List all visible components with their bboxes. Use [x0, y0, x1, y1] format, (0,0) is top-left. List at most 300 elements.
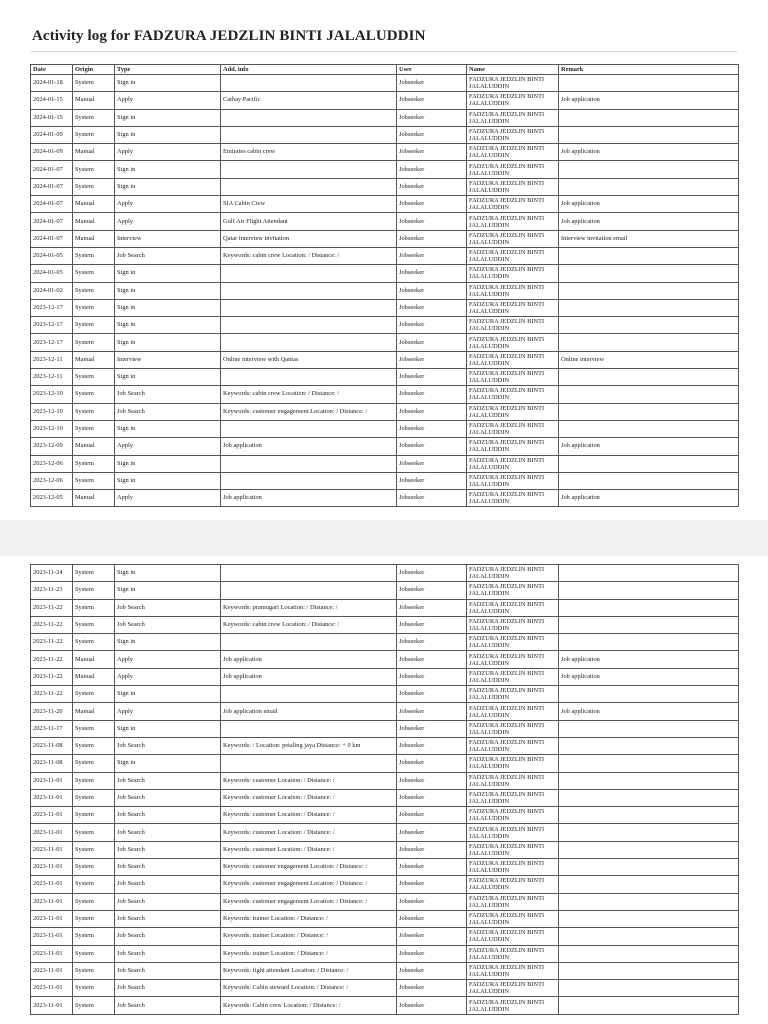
name-line-1: FADZURA JEDZLIN BINTI [469, 404, 545, 412]
cell-remark [559, 928, 739, 945]
cell-date: 2024-01-09 [31, 144, 73, 161]
name-line-1: FADZURA JEDZLIN BINTI [469, 145, 545, 153]
cell-origin: System [73, 334, 115, 351]
cell-remark [559, 582, 739, 599]
cell-type: Sign in [115, 369, 221, 386]
cell-date: 2023-11-24 [31, 565, 73, 582]
name-line-2: JALALUDDIN [469, 256, 510, 264]
cell-name [467, 755, 559, 772]
name-line-2: JALALUDDIN [469, 953, 510, 961]
cell-origin: Manual [73, 651, 115, 668]
cell-user: Jobseeker [397, 126, 467, 143]
cell-origin: System [73, 317, 115, 334]
cell-remark [559, 720, 739, 737]
cell-name [467, 386, 559, 403]
cell-name [467, 455, 559, 472]
name-line-2: JALALUDDIN [469, 377, 510, 385]
name-line-2: JALALUDDIN [469, 780, 510, 788]
name-line-2: JALALUDDIN [469, 359, 510, 367]
cell-type: Job Search [115, 928, 221, 945]
cell-add-info: Keywords: customer engagement Location: / Distance: / [221, 859, 397, 876]
table-row [31, 997, 739, 1014]
cell-add-info: Cathay Pacific [221, 92, 397, 109]
name-line-1: FADZURA JEDZLIN BINTI [469, 877, 545, 885]
table-row [31, 962, 739, 979]
cell-user: Jobseeker [397, 455, 467, 472]
cell-date: 2024-01-07 [31, 213, 73, 230]
cell-date: 2023-11-01 [31, 859, 73, 876]
cell-add-info [221, 109, 397, 126]
cell-remark [559, 945, 739, 962]
cell-remark [559, 472, 739, 489]
cell-add-info: Emirates cabin crew [221, 144, 397, 161]
cell-remark [559, 616, 739, 633]
cell-user: Jobseeker [397, 386, 467, 403]
name-line-2: JALALUDDIN [469, 342, 510, 350]
cell-type: Job Search [115, 962, 221, 979]
table-row [31, 247, 739, 264]
cell-origin: System [73, 980, 115, 997]
cell-name [467, 841, 559, 858]
cell-origin: System [73, 772, 115, 789]
cell-origin: Manual [73, 144, 115, 161]
cell-add-info: Keywords: customer Location: / Distance: / [221, 807, 397, 824]
cell-name [467, 438, 559, 455]
cell-type: Apply [115, 144, 221, 161]
table-row [31, 230, 739, 247]
cell-date: 2024-01-02 [31, 282, 73, 299]
cell-user: Jobseeker [397, 668, 467, 685]
table-row [31, 299, 739, 316]
cell-user: Jobseeker [397, 420, 467, 437]
name-line-1: FADZURA JEDZLIN BINTI [469, 128, 545, 136]
cell-add-info [221, 161, 397, 178]
cell-add-info [221, 282, 397, 299]
cell-type: Job Search [115, 824, 221, 841]
table-row [31, 455, 739, 472]
cell-user: Jobseeker [397, 109, 467, 126]
name-line-1: FADZURA JEDZLIN BINTI [469, 566, 545, 574]
table-row [31, 334, 739, 351]
cell-remark [559, 369, 739, 386]
cell-remark [559, 386, 739, 403]
cell-origin: System [73, 876, 115, 893]
cell-user: Jobseeker [397, 351, 467, 368]
cell-user: Jobseeker [397, 599, 467, 616]
cell-origin: System [73, 755, 115, 772]
cell-date: 2023-11-01 [31, 772, 73, 789]
cell-type: Sign in [115, 720, 221, 737]
name-line-2: JALALUDDIN [469, 446, 510, 454]
cell-remark [559, 997, 739, 1014]
name-line-2: JALALUDDIN [469, 659, 510, 667]
cell-date: 2023-12-17 [31, 317, 73, 334]
cell-user: Jobseeker [397, 299, 467, 316]
cell-add-info [221, 334, 397, 351]
cell-remark [559, 455, 739, 472]
document-title: Activity log for FADZURA JEDZLIN BINTI JALALUDDIN [32, 28, 426, 44]
name-line-2: JALALUDDIN [469, 325, 510, 333]
cell-date: 2023-12-06 [31, 472, 73, 489]
cell-date: 2023-11-17 [31, 720, 73, 737]
name-line-2: JALALUDDIN [469, 429, 510, 437]
cell-date: 2023-12-11 [31, 351, 73, 368]
name-line-1: FADZURA JEDZLIN BINTI [469, 860, 545, 868]
cell-user: Jobseeker [397, 789, 467, 806]
cell-origin: System [73, 126, 115, 143]
name-line-1: FADZURA JEDZLIN BINTI [469, 439, 545, 447]
cell-remark: Job application [559, 703, 739, 720]
name-line-1: FADZURA JEDZLIN BINTI [469, 739, 545, 747]
name-line-2: JALALUDDIN [469, 135, 510, 143]
table-row [31, 928, 739, 945]
name-line-1: FADZURA JEDZLIN BINTI [469, 842, 545, 850]
cell-remark [559, 247, 739, 264]
cell-name [467, 962, 559, 979]
cell-date: 2023-12-05 [31, 490, 73, 507]
column-header-add-info: Add. info [221, 65, 397, 75]
cell-origin: System [73, 616, 115, 633]
name-line-1: FADZURA JEDZLIN BINTI [469, 318, 545, 326]
name-line-1: FADZURA JEDZLIN BINTI [469, 110, 545, 118]
table-row [31, 565, 739, 582]
cell-add-info: Keywords: cabin crew Location: / Distance: / [221, 247, 397, 264]
cell-remark [559, 755, 739, 772]
cell-name [467, 92, 559, 109]
cell-date: 2023-11-01 [31, 841, 73, 858]
cell-remark: Job application [559, 144, 739, 161]
cell-add-info: Job application [221, 651, 397, 668]
cell-user: Jobseeker [397, 438, 467, 455]
cell-date: 2024-01-07 [31, 178, 73, 195]
table-row [31, 945, 739, 962]
cell-name [467, 490, 559, 507]
name-line-1: FADZURA JEDZLIN BINTI [469, 214, 545, 222]
cell-origin: Manual [73, 351, 115, 368]
name-line-2: JALALUDDIN [469, 186, 510, 194]
name-line-2: JALALUDDIN [469, 694, 510, 702]
cell-name [467, 75, 559, 92]
cell-type: Job Search [115, 910, 221, 927]
cell-add-info [221, 178, 397, 195]
cell-user: Jobseeker [397, 703, 467, 720]
cell-name [467, 893, 559, 910]
cell-remark [559, 317, 739, 334]
cell-origin: System [73, 945, 115, 962]
cell-name [467, 369, 559, 386]
cell-date: 2023-11-01 [31, 962, 73, 979]
cell-origin: System [73, 686, 115, 703]
table-row [31, 807, 739, 824]
cell-type: Sign in [115, 334, 221, 351]
cell-origin: Manual [73, 230, 115, 247]
cell-user: Jobseeker [397, 161, 467, 178]
name-line-1: FADZURA JEDZLIN BINTI [469, 946, 545, 954]
cell-date: 2023-11-01 [31, 807, 73, 824]
cell-name [467, 247, 559, 264]
column-header-remark: Remark [559, 65, 739, 75]
cell-user: Jobseeker [397, 213, 467, 230]
cell-type: Interview [115, 351, 221, 368]
cell-add-info: Online interview with Qantas [221, 351, 397, 368]
name-line-2: JALALUDDIN [469, 463, 510, 471]
cell-name [467, 616, 559, 633]
cell-add-info: Job application [221, 438, 397, 455]
table-row [31, 161, 739, 178]
cell-date: 2023-11-01 [31, 928, 73, 945]
cell-name [467, 634, 559, 651]
cell-date: 2023-11-22 [31, 651, 73, 668]
name-line-2: JALALUDDIN [469, 676, 510, 684]
activity-rows-page-2 [31, 565, 739, 1015]
cell-name [467, 196, 559, 213]
cell-user: Jobseeker [397, 945, 467, 962]
name-line-2: JALALUDDIN [469, 411, 510, 419]
name-line-1: FADZURA JEDZLIN BINTI [469, 929, 545, 937]
cell-type: Sign in [115, 317, 221, 334]
cell-date: 2023-12-10 [31, 403, 73, 420]
cell-user: Jobseeker [397, 334, 467, 351]
name-line-2: JALALUDDIN [469, 394, 510, 402]
cell-type: Job Search [115, 876, 221, 893]
name-line-1: FADZURA JEDZLIN BINTI [469, 600, 545, 608]
cell-remark [559, 686, 739, 703]
table-row [31, 720, 739, 737]
name-line-2: JALALUDDIN [469, 763, 510, 771]
cell-add-info: Keywords: trainer Location: / Distance: / [221, 910, 397, 927]
table-row [31, 144, 739, 161]
name-line-2: JALALUDDIN [469, 100, 510, 108]
cell-origin: System [73, 178, 115, 195]
name-line-1: FADZURA JEDZLIN BINTI [469, 335, 545, 343]
cell-origin: System [73, 962, 115, 979]
cell-origin: System [73, 282, 115, 299]
cell-remark [559, 599, 739, 616]
name-line-2: JALALUDDIN [469, 204, 510, 212]
title-divider [30, 51, 738, 52]
cell-date: 2023-11-22 [31, 616, 73, 633]
cell-remark [559, 109, 739, 126]
table-row [31, 265, 739, 282]
cell-date: 2023-12-06 [31, 455, 73, 472]
cell-add-info: Keywords: customer Location: / Distance: / [221, 789, 397, 806]
name-line-1: FADZURA JEDZLIN BINTI [469, 756, 545, 764]
name-line-2: JALALUDDIN [469, 901, 510, 909]
cell-add-info: Job application [221, 490, 397, 507]
cell-name [467, 789, 559, 806]
cell-origin: System [73, 997, 115, 1014]
cell-remark [559, 876, 739, 893]
cell-origin: System [73, 789, 115, 806]
cell-type: Job Search [115, 859, 221, 876]
cell-add-info: Keywords: fight attendant Location: / Distance: / [221, 962, 397, 979]
table-row [31, 634, 739, 651]
cell-user: Jobseeker [397, 247, 467, 264]
cell-type: Apply [115, 438, 221, 455]
name-line-1: FADZURA JEDZLIN BINTI [469, 179, 545, 187]
cell-user: Jobseeker [397, 772, 467, 789]
name-line-1: FADZURA JEDZLIN BINTI [469, 387, 545, 395]
cell-name [467, 265, 559, 282]
name-line-2: JALALUDDIN [469, 625, 510, 633]
name-line-1: FADZURA JEDZLIN BINTI [469, 773, 545, 781]
name-line-2: JALALUDDIN [469, 849, 510, 857]
cell-name [467, 161, 559, 178]
cell-add-info: Keywords: trainer Location: / Distance: / [221, 928, 397, 945]
cell-type: Sign in [115, 634, 221, 651]
table-row [31, 178, 739, 195]
cell-name [467, 703, 559, 720]
table-row [31, 668, 739, 685]
cell-type: Sign in [115, 126, 221, 143]
cell-add-info [221, 634, 397, 651]
cell-type: Sign in [115, 265, 221, 282]
cell-origin: System [73, 634, 115, 651]
cell-add-info: Gulf Air Flight Attendant [221, 213, 397, 230]
cell-type: Job Search [115, 772, 221, 789]
name-line-2: JALALUDDIN [469, 832, 510, 840]
cell-user: Jobseeker [397, 980, 467, 997]
cell-add-info [221, 369, 397, 386]
cell-name [467, 686, 559, 703]
cell-remark [559, 737, 739, 754]
cell-user: Jobseeker [397, 75, 467, 92]
cell-date: 2023-11-01 [31, 876, 73, 893]
cell-name [467, 859, 559, 876]
cell-origin: System [73, 403, 115, 420]
name-line-2: JALALUDDIN [469, 1005, 510, 1013]
cell-remark: Job application [559, 438, 739, 455]
cell-date: 2023-11-08 [31, 755, 73, 772]
cell-type: Job Search [115, 893, 221, 910]
name-line-1: FADZURA JEDZLIN BINTI [469, 687, 545, 695]
name-line-2: JALALUDDIN [469, 290, 510, 298]
table-row [31, 369, 739, 386]
cell-type: Sign in [115, 299, 221, 316]
cell-remark [559, 126, 739, 143]
cell-name [467, 772, 559, 789]
cell-user: Jobseeker [397, 230, 467, 247]
name-line-2: JALALUDDIN [469, 169, 510, 177]
cell-remark [559, 178, 739, 195]
name-line-2: JALALUDDIN [469, 728, 510, 736]
cell-date: 2023-11-22 [31, 668, 73, 685]
column-header-type: Type [115, 65, 221, 75]
cell-date: 2023-12-11 [31, 369, 73, 386]
table-row [31, 75, 739, 92]
cell-type: Job Search [115, 403, 221, 420]
cell-type: Sign in [115, 178, 221, 195]
cell-date: 2023-11-23 [31, 582, 73, 599]
cell-user: Jobseeker [397, 472, 467, 489]
cell-origin: Manual [73, 92, 115, 109]
table-row [31, 686, 739, 703]
cell-name [467, 997, 559, 1014]
table-row [31, 789, 739, 806]
cell-remark [559, 634, 739, 651]
cell-remark [559, 420, 739, 437]
name-line-1: FADZURA JEDZLIN BINTI [469, 963, 545, 971]
cell-add-info: Keywords: customer Location: / Distance: / [221, 772, 397, 789]
cell-type: Sign in [115, 686, 221, 703]
cell-name [467, 403, 559, 420]
cell-date: 2023-11-22 [31, 686, 73, 703]
cell-name [467, 178, 559, 195]
cell-add-info [221, 472, 397, 489]
name-line-1: FADZURA JEDZLIN BINTI [469, 894, 545, 902]
cell-origin: System [73, 386, 115, 403]
cell-user: Jobseeker [397, 651, 467, 668]
cell-add-info: SIA Cabin Crew [221, 196, 397, 213]
cell-remark [559, 824, 739, 841]
cell-remark: Job application [559, 196, 739, 213]
name-line-1: FADZURA JEDZLIN BINTI [469, 162, 545, 170]
name-line-2: JALALUDDIN [469, 221, 510, 229]
name-line-1: FADZURA JEDZLIN BINTI [469, 652, 545, 660]
cell-user: Jobseeker [397, 403, 467, 420]
table-row [31, 599, 739, 616]
cell-type: Interview [115, 230, 221, 247]
cell-user: Jobseeker [397, 962, 467, 979]
cell-add-info [221, 420, 397, 437]
cell-remark: Online interview [559, 351, 739, 368]
name-line-1: FADZURA JEDZLIN BINTI [469, 618, 545, 626]
cell-type: Sign in [115, 455, 221, 472]
cell-name [467, 945, 559, 962]
cell-origin: System [73, 161, 115, 178]
cell-name [467, 317, 559, 334]
cell-origin: System [73, 841, 115, 858]
table-row [31, 126, 739, 143]
table-row [31, 859, 739, 876]
cell-remark [559, 910, 739, 927]
cell-remark: Job application [559, 651, 739, 668]
name-line-1: FADZURA JEDZLIN BINTI [469, 981, 545, 989]
name-line-1: FADZURA JEDZLIN BINTI [469, 998, 545, 1006]
cell-type: Apply [115, 651, 221, 668]
activity-rows-page-1 [31, 75, 739, 507]
page-gap [0, 520, 768, 556]
cell-user: Jobseeker [397, 565, 467, 582]
name-line-2: JALALUDDIN [469, 867, 510, 875]
name-line-2: JALALUDDIN [469, 919, 510, 927]
cell-origin: System [73, 565, 115, 582]
cell-origin: System [73, 720, 115, 737]
name-line-1: FADZURA JEDZLIN BINTI [469, 583, 545, 591]
cell-add-info [221, 455, 397, 472]
cell-origin: System [73, 75, 115, 92]
cell-type: Job Search [115, 841, 221, 858]
cell-remark [559, 980, 739, 997]
cell-remark: Interview invitation email [559, 230, 739, 247]
cell-remark: Job application [559, 213, 739, 230]
cell-type: Job Search [115, 789, 221, 806]
cell-name [467, 910, 559, 927]
cell-date: 2023-12-10 [31, 420, 73, 437]
column-header-user: User [397, 65, 467, 75]
cell-remark [559, 841, 739, 858]
table-row [31, 92, 739, 109]
cell-origin: System [73, 807, 115, 824]
name-line-1: FADZURA JEDZLIN BINTI [469, 370, 545, 378]
cell-user: Jobseeker [397, 265, 467, 282]
cell-user: Jobseeker [397, 876, 467, 893]
cell-add-info: Keywords: Cabin steward Location: / Distance: / [221, 980, 397, 997]
cell-user: Jobseeker [397, 737, 467, 754]
name-line-1: FADZURA JEDZLIN BINTI [469, 231, 545, 239]
cell-user: Jobseeker [397, 490, 467, 507]
cell-type: Sign in [115, 161, 221, 178]
